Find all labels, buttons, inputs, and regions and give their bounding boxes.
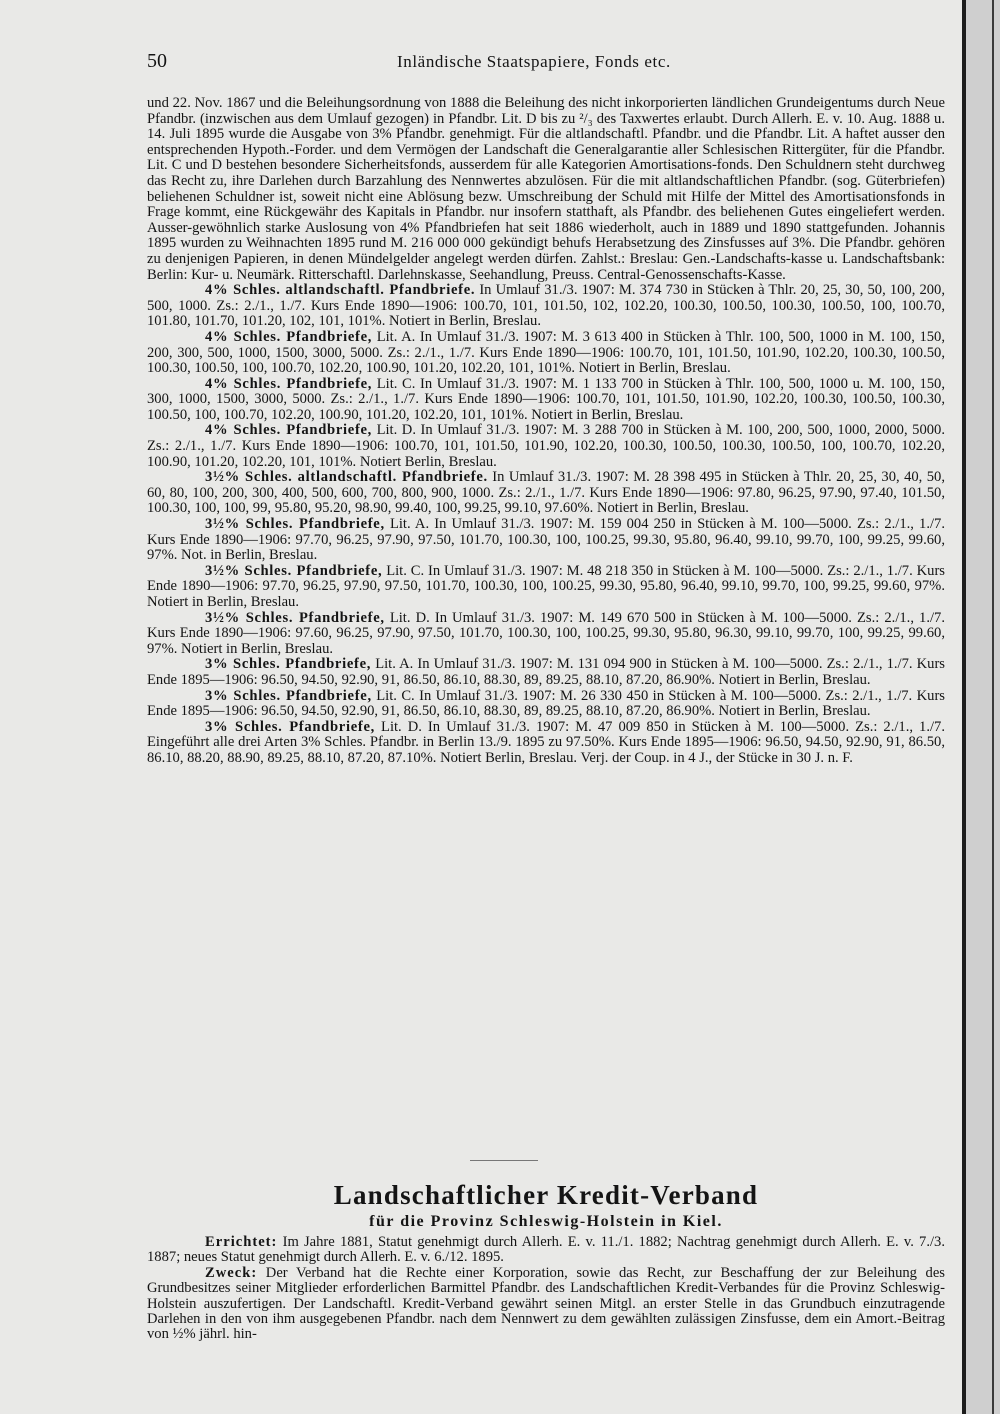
paragraph-label: Errichtet: (205, 1234, 278, 1250)
entry-text: In Umlauf 31./3. 1907: M. 28 398 495 in Stücken à Thlr. 20, 25, 30, 40, 50, 60, 80, 100, 200, 300, 400, 500, 600, 700, 800, 900, 1000. Zs.: 2./1., 1./7. Kurs Ende 1890—1906: 97.80, 96.25, 97.90, 97.40, 101.50, 100.30, 100, 100, 99, 95.80, 95.20, 98.90, 99.40, 100, 99.25, 99.10, 97.60%. Notiert in Berlin, Breslau. (147, 469, 945, 517)
section-paragraph (147, 1235, 945, 1266)
entry-paragraph (147, 423, 945, 470)
entry-paragraph (147, 517, 945, 564)
entry-text: Lit. D. In Umlauf 31./3. 1907: M. 3 288 700 in Stücken à M. 100, 200, 500, 1000, 2000, 5000. Zs.: 2./1., 1./7. Kurs Ende 1890—1906: 100.70, 101, 101.50, 101.90, 102.20, 100.30, 100.50, 100.30, 100.50, 100, 100.70, 102.20, 100.90, 101.20, 102.20, 101, 101%. Notiert Berlin, Breslau. (147, 422, 945, 470)
entry-heading: 3% Schles. Pfandbriefe, (205, 718, 376, 735)
entry-heading: 4% Schles. Pfandbriefe, (205, 375, 373, 392)
entry-text: Lit. C. In Umlauf 31./3. 1907: M. 26 330 450 in Stücken à M. 100—5000. Zs.: 2./1., 1./7. Kurs Ende 1895—1906: 96.50, 94.50, 92.90, 91, 86.50, 86.10, 88.30, 89, 89.25, 88.10, 87.20, 86.90%. Notiert in Berlin, Breslau. (147, 687, 945, 720)
entry-text: Lit. D. In Umlauf 31./3. 1907: M. 47 009 850 in Stücken à M. 100—5000. Zs.: 2./1., 1./7. Eingeführt alle drei Arten 3% Schles. Pfandbr. in Berlin 13./9. 1895 zu 97.50%. Kurs Ende 1895—1906: 96.50, 94.50, 92.90, 91, 86.50, 86.10, 88.20, 88.90, 89.25, 88.10, 87.20, 87.10%. Notiert Berlin, Breslau. Verj. der Coup. in 4 J., der Stücke in 30 J. n. F. (147, 718, 945, 766)
paragraph-label: Zweck: (205, 1264, 258, 1281)
entry-paragraph (147, 283, 945, 330)
main-text (147, 96, 945, 767)
entry-text: In Umlauf 31./3. 1907: M. 374 730 in Stücken à Thlr. 20, 25, 30, 50, 100, 200, 500, 1000. Zs.: 2./1., 1./7. Kurs Ende 1890—1906: 100.70, 101, 101.50, 102, 102.20, 100.30, 100.50, 100.30, 100.50, 100, 100.70, 101.80, 101.70, 101.20, 102, 101, 101%. Notiert in Berlin, Breslau. (147, 282, 945, 330)
entry-paragraph (147, 564, 945, 611)
entry-text: Lit. C. In Umlauf 31./3. 1907: M. 1 133 700 in Stücken à Thlr. 100, 500, 1000 u. M. 100, 150, 300, 1000, 1500, 3000, 5000. Zs.: 2./1., 1./7. Kurs Ende 1890—1906: 100.70, 101, 101.50, 101.90, 102.20, 100.30, 100.50, 100.30, 100.50, 100, 100.70, 102.20, 100.90, 101.20, 102.20, 101, 101%. Notiert in Berlin, Breslau. (147, 375, 945, 423)
entry-paragraph (147, 689, 945, 720)
adjacent-page-edge (966, 0, 1000, 1414)
entry-heading: 3½% Schles. Pfandbriefe, (205, 562, 383, 579)
entry-text: Lit. A. In Umlauf 31./3. 1907: M. 131 094 900 in Stücken à M. 100—5000. Zs.: 2./1., 1./7. Kurs Ende 1895—1906: 96.50, 94.50, 92.90, 91, 86.50, 86.10, 88.30, 89, 89.25, 88.10, 87.20, 86.90%. Notiert in Berlin, Breslau. (147, 656, 945, 688)
entry-heading: 4% Schles. Pfandbriefe, (205, 328, 373, 345)
entry-paragraph (147, 330, 945, 377)
entry-heading: 3% Schles. Pfandbriefe, (205, 687, 372, 704)
section-subtitle: für die Provinz Schleswig-Holstein in Kiel. (369, 1213, 723, 1230)
entry-heading: 3½% Schles. Pfandbriefe, (205, 609, 385, 626)
entry-text: Lit. A. In Umlauf 31./3. 1907: M. 159 004 250 in Stücken à M. 100—5000. Zs.: 2./1., 1./7. Kurs Ende 1890—1906: 97.70, 96.25, 97.90, 97.50, 101.70, 100.30, 100, 100.25, 99.30, 95.80, 96.40, 99.10, 99.70, 100, 99.25, 99.60, 97%. Not. in Berlin, Breslau. (147, 516, 945, 564)
running-head (147, 50, 947, 76)
section-divider (470, 1160, 538, 1161)
entry-heading: 3% Schles. Pfandbriefe, (205, 656, 372, 673)
section-title: Landschaftlicher Kredit-Verband (333, 1180, 759, 1210)
entry-text: Lit. D. In Umlauf 31./3. 1907: M. 149 670 500 in Stücken à M. 100—5000. Zs.: 2./1., 1./7. Kurs Ende 1890—1906: 97.60, 96.25, 97.90, 97.50, 101.70, 100.30, 100, 100.25, 99.30, 95.80, 96.30, 99.10, 99.70, 100, 99.25, 99.60, 97%. Notiert in Berlin, Breslau. (147, 609, 945, 657)
paragraph-text: Im Jahre 1881, Statut genehmigt durch Allerh. E. v. 11./1. 1882; Nachtrag genehmigt durch Allerh. E. v. 7./3. 1887; neues Statut genehmigt durch Allerh. E. v. 6./12. 1895. (147, 1234, 945, 1266)
entry-heading: 3½% Schles. altlandschaftl. Pfandbriefe. (205, 469, 488, 486)
entry-paragraph (147, 657, 945, 688)
entry-heading: 3½% Schles. Pfandbriefe, (205, 516, 385, 533)
section-paragraph (147, 1266, 945, 1343)
entry-paragraph (147, 720, 945, 767)
entry-text: Lit. C. In Umlauf 31./3. 1907: M. 48 218 350 in Stücken à M. 100—5000. Zs.: 2./1., 1./7. Kurs Ende 1890—1906: 97.70, 96.25, 97.90, 97.50, 101.70, 100.30, 100, 100.25, 99.30, 95.80, 96.40, 99.10, 99.70, 100, 99.25, 99.60, 97%. Notiert in Berlin, Breslau. (147, 562, 945, 610)
section-text (147, 1235, 945, 1343)
paragraph-text: Der Verband hat die Rechte einer Korporation, sowie das Recht, zur Beschaffung der zur Beleihung des Grundbesitzes seiner Mitglieder erforderlichen Barmittel Pfandbr. des Landschaftlichen Kredit-Verbandes für die Provinz Schleswig-Holstein auszufertigen. Der Landschaftl. Kredit-Verband gewährt seinen Mitgl. an erster Stelle in das Grundbuch einzutragende Darlehen in den von ihm ausgegebenen Pfandbr. nach dem Nennwert zu dem gewählten zulässigen Zinsfusse, dem ein Amort.-Beitrag von ½% jährl. hin- (147, 1264, 945, 1343)
entry-heading: 4% Schles. Pfandbriefe, (205, 422, 373, 439)
entry-heading: 4% Schles. altlandschaftl. Pfandbriefe. (205, 282, 476, 299)
entry-paragraph (147, 377, 945, 424)
running-title: Inländische Staatspapiere, Fonds etc. (397, 52, 671, 71)
adjacent-page-rule (992, 0, 994, 1414)
entry-text: Lit. A. In Umlauf 31./3. 1907: M. 3 613 400 in Stücken à Thlr. 100, 500, 1000 in M. 100, 150, 200, 300, 500, 1000, 1500, 3000, 5000. Zs.: 2./1., 1./7. Kurs Ende 1890—1906: 100.70, 101, 101.50, 101.90, 102.20, 100.30, 100.50, 100.30, 100.50, 100, 100.70, 102.20, 100.90, 101.20, 102.20, 101, 101%. Notiert in Berlin, Breslau. (147, 328, 945, 377)
intro-paragraph: und 22. Nov. 1867 und die Beleihungsordnung von 1888 die Beleihung des nicht inkorporierten ländlichen Grundeigentums durch Neue Pfandbr. (inzwischen aus dem Umlauf gezogen) in Pfandbr. Lit. D bis zu ²/₃ des Taxwertes erlaubt. Durch Allerh. E. v. 10. Aug. 1888 u. 14. Juli 1895 wurde die Ausgabe von 3% Pfandbr. genehmigt. Für die altlandschaftl. Pfandbr. und die Pfandbr. Lit. A haftet ausser den entsprechenden Hypoth.-Forder. und dem Vermögen der Landschaft die Generalgarantie aller Schlesischen Rittergüter, für die Pfandbr. Lit. C und D bestehen besondere Sicherheitsfonds, ausserdem für alle Kategorien Amortisations-fonds. Den Schuldnern steht durchweg das Recht zu, ihre Darlehen durch Barzahlung des Nennwertes abzulösen. Für die mit altlandschaftlichen Pfandbr. (sog. Güterbriefen) beliehenen Schuldner ist, soweit nicht eine Ablösung bezw. Umschreibung der Schuld mit Hilfe der Mittel des Amortisationsfonds in Frage kommt, eine Rückgewähr des Kapitals in Pfandbr. nur insofern statthaft, als Pfandbr. des beliehenen Gutes eingeliefert werden. Ausser-gewöhnlich starke Auslosung von 4% Pfandbriefen hat seit 1886 wiederholt, auch in 1889 und 1890 stattgefunden. Johannis 1895 wurden zu Weihnachten 1895 rund M. 216 000 000 gekündigt behufs Herabsetzung des Zinsfusses auf 3%. Die Pfandbr. gehören zu denjenigen Papieren, in denen Mündelgelder angelegt werden dürfen. Zahlst.: Breslau: Gen.-Landschafts-kasse u. Landschaftsbank: Berlin: Kur- u. Neumärk. Ritterschaftl. Darlehnskasse, Seehandlung, Preuss. Central-Genossenschafts-Kasse. (147, 95, 945, 283)
page-number: 50 (147, 50, 167, 72)
entry-paragraph (147, 470, 945, 517)
entry-paragraph (147, 611, 945, 658)
